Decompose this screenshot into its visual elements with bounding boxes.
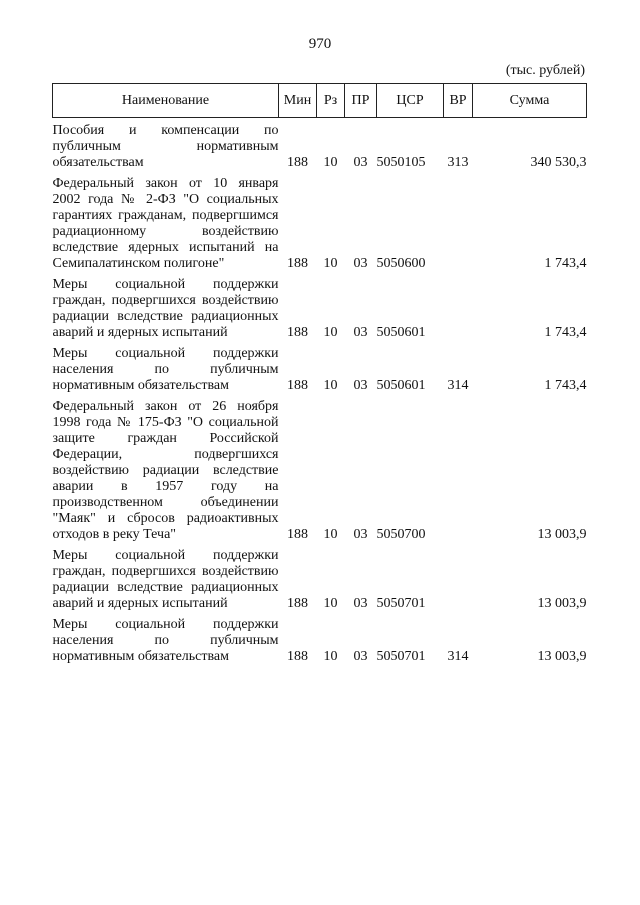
cell-sum: 1 743,4 bbox=[544, 256, 587, 271]
header-min: Мин bbox=[279, 84, 317, 118]
header-rz: Рз bbox=[317, 84, 345, 118]
cell-vr: 313 bbox=[447, 155, 469, 170]
cell-pr: 03 bbox=[353, 378, 368, 393]
table-row bbox=[53, 171, 587, 272]
cell-sum: 13 003,9 bbox=[537, 527, 587, 542]
header-sum: Сумма bbox=[473, 84, 587, 118]
cell-rz: 10 bbox=[323, 527, 338, 542]
cell-pr: 03 bbox=[353, 596, 368, 611]
cell-vr bbox=[444, 171, 473, 272]
cell-csr: 5050700 bbox=[376, 527, 426, 542]
cell-sum: 340 530,3 bbox=[530, 155, 587, 170]
cell-min: 188 bbox=[287, 527, 308, 542]
cell-name: Меры социальной поддержки населения по публичным нормативным обязательствам bbox=[52, 346, 279, 393]
cell-sum: 1 743,4 bbox=[544, 325, 587, 340]
cell-sum: 13 003,9 bbox=[537, 596, 587, 611]
cell-vr bbox=[444, 394, 473, 543]
cell-sum: 1 743,4 bbox=[544, 378, 587, 393]
cell-rz: 10 bbox=[323, 378, 338, 393]
cell-name: Федеральный закон от 26 ноября 1998 года № 175-ФЗ "О социальной защите граждан Российской Федерации, подвергшихся воздействию радиации вследствие аварии в 1957 году на производственном объединении "Маяк" и сбросов радиоактивных отходов в реку Теча" bbox=[52, 399, 279, 542]
cell-name: Федеральный закон от 10 января 2002 года № 2-ФЗ "О социальных гарантиях гражданам, подвергшимся радиационному воздействию вследствие ядерных испытаний на Семипалатинском полигоне" bbox=[52, 176, 279, 271]
header-vr: ВР bbox=[444, 84, 473, 118]
cell-name: Меры социальной поддержки граждан, подвергшихся воздействию радиации вследствие радиационных аварий и ядерных испытаний bbox=[52, 277, 279, 340]
budget-table bbox=[52, 83, 587, 665]
table-row bbox=[53, 272, 587, 341]
cell-pr: 03 bbox=[353, 325, 368, 340]
cell-name: Меры социальной поддержки граждан, подвергшихся воздействию радиации вследствие радиационных аварий и ядерных испытаний bbox=[52, 548, 279, 611]
table-header-row bbox=[53, 84, 587, 118]
cell-csr: 5050105 bbox=[376, 155, 426, 170]
header-csr: ЦСР bbox=[377, 84, 444, 118]
cell-csr: 5050601 bbox=[376, 378, 426, 393]
cell-min: 188 bbox=[287, 325, 308, 340]
cell-name: Пособия и компенсации по публичным нормативным обязательствам bbox=[52, 123, 279, 170]
header-pr: ПР bbox=[345, 84, 377, 118]
cell-min: 188 bbox=[287, 256, 308, 271]
header-name: Наименование bbox=[53, 84, 279, 118]
units-label: (тыс. рублей) bbox=[505, 63, 585, 78]
cell-rz: 10 bbox=[323, 325, 338, 340]
cell-csr: 5050701 bbox=[376, 649, 426, 664]
table-row bbox=[53, 394, 587, 543]
cell-csr: 5050601 bbox=[376, 325, 426, 340]
table-row bbox=[53, 543, 587, 612]
cell-csr: 5050701 bbox=[376, 596, 426, 611]
cell-vr: 314 bbox=[447, 378, 469, 393]
table-row bbox=[53, 341, 587, 394]
cell-pr: 03 bbox=[353, 527, 368, 542]
cell-pr: 03 bbox=[353, 256, 368, 271]
cell-rz: 10 bbox=[323, 596, 338, 611]
cell-min: 188 bbox=[287, 596, 308, 611]
cell-min: 188 bbox=[287, 649, 308, 664]
cell-min: 188 bbox=[287, 378, 308, 393]
cell-min: 188 bbox=[287, 155, 308, 170]
cell-pr: 03 bbox=[353, 649, 368, 664]
cell-rz: 10 bbox=[323, 256, 338, 271]
cell-name: Меры социальной поддержки населения по публичным нормативным обязательствам bbox=[52, 617, 279, 664]
cell-csr: 5050600 bbox=[376, 256, 426, 271]
table-row bbox=[53, 118, 587, 172]
cell-sum: 13 003,9 bbox=[537, 649, 587, 664]
cell-vr bbox=[444, 272, 473, 341]
cell-rz: 10 bbox=[323, 649, 338, 664]
table-row bbox=[53, 612, 587, 665]
cell-vr: 314 bbox=[447, 649, 469, 664]
page-number: 970 bbox=[308, 36, 332, 52]
cell-rz: 10 bbox=[323, 155, 338, 170]
cell-vr bbox=[444, 543, 473, 612]
cell-pr: 03 bbox=[353, 155, 368, 170]
